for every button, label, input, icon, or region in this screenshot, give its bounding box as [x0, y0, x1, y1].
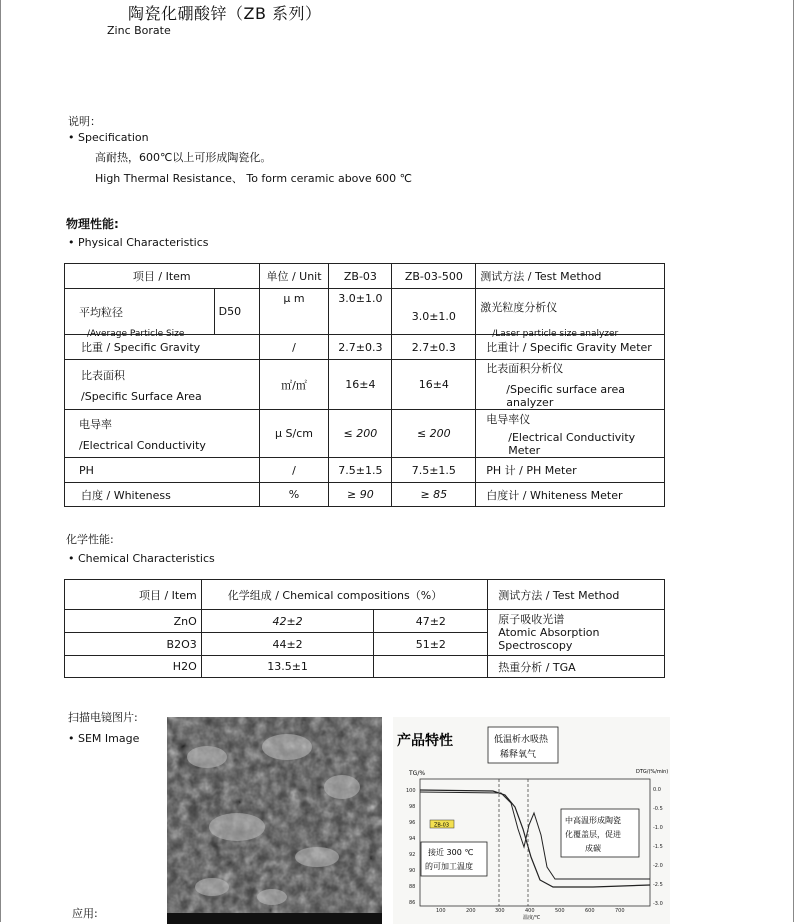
tg-axis-label: TG/% — [409, 770, 426, 777]
callout-right-line2: 化覆盖层，促进 — [565, 830, 621, 839]
method-tga: 热重分析 / TGA — [488, 656, 665, 678]
sem-image — [167, 717, 382, 924]
row-method-en: /Specific surface area analyzer — [506, 383, 625, 409]
callout-right-line3: 成碳 — [585, 844, 601, 853]
table-row — [65, 483, 665, 507]
x-tick: 600 — [585, 908, 595, 914]
table-row — [65, 410, 665, 458]
row-c2: 47±2 — [374, 610, 488, 633]
row-method-cn: 比表面积分析仪 — [486, 362, 564, 375]
y-right-tick: -1.0 — [653, 825, 663, 831]
table-row — [65, 289, 665, 335]
row-method-cn: 电导率仪 — [486, 412, 531, 426]
page-title: 陶瓷化硼酸锌（ZB 系列） — [128, 4, 322, 23]
y-right-tick: -3.0 — [653, 901, 663, 907]
col-header-method: 测试方法 / Test Method — [488, 580, 665, 610]
row-c1: 42±2 — [201, 610, 374, 633]
chemical-table — [64, 579, 665, 678]
callout-left-line1: 接近 300 ℃ — [428, 848, 474, 857]
y-right-tick: -2.0 — [653, 863, 663, 869]
chemical-label-en: • Chemical Characteristics — [68, 552, 215, 565]
features-title: 产品特性 — [397, 733, 453, 749]
row-method-en: /Electrical Conductivity Meter — [508, 430, 636, 457]
method-aa-cn: 原子吸收光谱 — [498, 613, 565, 626]
col-header-unit: 单位 / Unit — [259, 264, 329, 289]
row-zb03500: 3.0±1.0 — [392, 289, 476, 335]
row-zb03: 16±4 — [329, 360, 392, 410]
x-tick: 400 — [525, 908, 535, 914]
x-tick: 300 — [495, 908, 505, 914]
row-method: 白度计 / Whiteness Meter — [476, 483, 665, 507]
row-unit: μ m — [259, 289, 329, 335]
col-header-method: 测试方法 / Test Method — [476, 264, 665, 289]
row-unit: / — [259, 458, 329, 483]
y-left-tick: 88 — [409, 884, 416, 890]
physical-header-row — [65, 264, 665, 289]
spec-label-en: • Specification — [68, 131, 149, 144]
row-zb03: ≤ 200 — [329, 410, 392, 458]
spec-label-cn: 说明： — [68, 115, 101, 128]
row-item: PH — [65, 458, 260, 483]
product-features-graph — [393, 717, 670, 924]
y-left-tick: 98 — [409, 804, 416, 810]
row-zb03: ≥ 90 — [329, 483, 392, 507]
row-method: 比重计 / Specific Gravity Meter — [476, 335, 665, 360]
row-item: H2O — [65, 656, 202, 678]
y-left-tick: 92 — [409, 852, 416, 858]
row-item-en: /Electrical Conductivity — [79, 438, 206, 452]
y-left-tick: 86 — [409, 900, 416, 906]
spec-line-en: High Thermal Resistance、 To form ceramic above 600 ℃ — [95, 172, 413, 185]
row-item-cn: 比表面积 — [81, 368, 125, 382]
x-tick: 500 — [555, 908, 565, 914]
table-row — [65, 610, 665, 633]
row-item-en: /Specific Surface Area — [81, 389, 202, 403]
physical-label-en: • Physical Characteristics — [68, 236, 209, 249]
table-row — [65, 360, 665, 410]
x-tick: 700 — [615, 908, 625, 914]
sem-label-cn: 扫描电镜图片: — [68, 711, 138, 724]
row-zb03500: 2.7±0.3 — [392, 335, 476, 360]
row-unit: μ S/cm — [259, 410, 329, 458]
page-subtitle: Zinc Borate — [107, 24, 171, 37]
table-row — [65, 458, 665, 483]
y-left-tick: 96 — [409, 820, 416, 826]
y-left-tick: 94 — [409, 836, 416, 842]
physical-label-cn: 物理性能: — [66, 217, 119, 231]
row-c1: 13.5±1 — [201, 656, 374, 678]
row-item-cn: 平均粒径 — [79, 305, 123, 319]
row-zb03500: ≥ 85 — [392, 483, 476, 507]
row-item-cn: 电导率 — [79, 417, 112, 431]
col-header-item: 项目 / Item — [65, 580, 202, 610]
x-tick: 100 — [436, 908, 446, 914]
row-item-en: /Average Particle Size — [87, 329, 185, 339]
y-left-tick: 90 — [409, 868, 416, 874]
y-right-tick: 0.0 — [653, 787, 661, 793]
col-header-item: 项目 / Item — [65, 264, 260, 289]
table-row — [65, 656, 665, 678]
row-c2 — [374, 656, 488, 678]
row-zb03500: ≤ 200 — [392, 410, 476, 458]
row-unit: ㎡/㎡ — [259, 360, 329, 410]
row-c2: 51±2 — [374, 633, 488, 656]
row-sub: D50 — [214, 289, 259, 335]
y-right-tick: -2.5 — [653, 882, 663, 888]
row-zb03500: 16±4 — [392, 360, 476, 410]
x-axis-label: 温度/℃ — [523, 915, 541, 921]
row-method: PH 计 / PH Meter — [476, 458, 665, 483]
row-item: ZnO — [65, 610, 202, 633]
row-zb03: 2.7±0.3 — [329, 335, 392, 360]
row-item: B2O3 — [65, 633, 202, 656]
row-zb03: 7.5±1.5 — [329, 458, 392, 483]
dtg-axis-label: DTG/(%/min) — [636, 769, 669, 775]
row-zb03500: 7.5±1.5 — [392, 458, 476, 483]
method-aa-en2: Spectroscopy — [498, 639, 573, 652]
row-item: 比重 / Specific Gravity — [65, 335, 260, 360]
y-left-tick: 100 — [406, 788, 416, 794]
chemical-header-row — [65, 580, 665, 610]
physical-table — [64, 263, 665, 507]
row-unit: / — [259, 335, 329, 360]
row-item: 白度 / Whiteness — [65, 483, 260, 507]
method-aa-en1: Atomic Absorption — [498, 626, 600, 639]
callout-top-line2: 稀释氧气 — [500, 750, 537, 760]
application-label: 应用: — [72, 907, 98, 920]
col-header-zb03500: ZB-03-500 — [392, 264, 476, 289]
spec-line-cn: 高耐热，600℃以上可形成陶瓷化。 — [95, 151, 272, 164]
callout-left-line2: 的可加工温度 — [425, 862, 473, 871]
y-right-tick: -1.5 — [653, 844, 663, 850]
legend-tag-label: ZB-03 — [434, 822, 450, 829]
row-method-en: /Laser particle size analyzer — [492, 329, 619, 339]
sem-label-en: • SEM Image — [68, 732, 140, 745]
col-header-composition: 化学组成 / Chemical compositions（%） — [201, 580, 488, 610]
callout-top-line1: 低温析水吸热 — [494, 735, 549, 745]
row-c1: 44±2 — [201, 633, 374, 656]
col-header-zb03: ZB-03 — [329, 264, 392, 289]
row-method-cn: 激光粒度分析仪 — [480, 300, 558, 314]
row-zb03: 3.0±1.0 — [329, 289, 392, 335]
row-unit: % — [259, 483, 329, 507]
callout-right-line1: 中高温形成陶瓷 — [565, 816, 621, 825]
chemical-label-cn: 化学性能: — [66, 533, 114, 546]
y-right-tick: -0.5 — [653, 806, 663, 812]
x-tick: 200 — [466, 908, 476, 914]
